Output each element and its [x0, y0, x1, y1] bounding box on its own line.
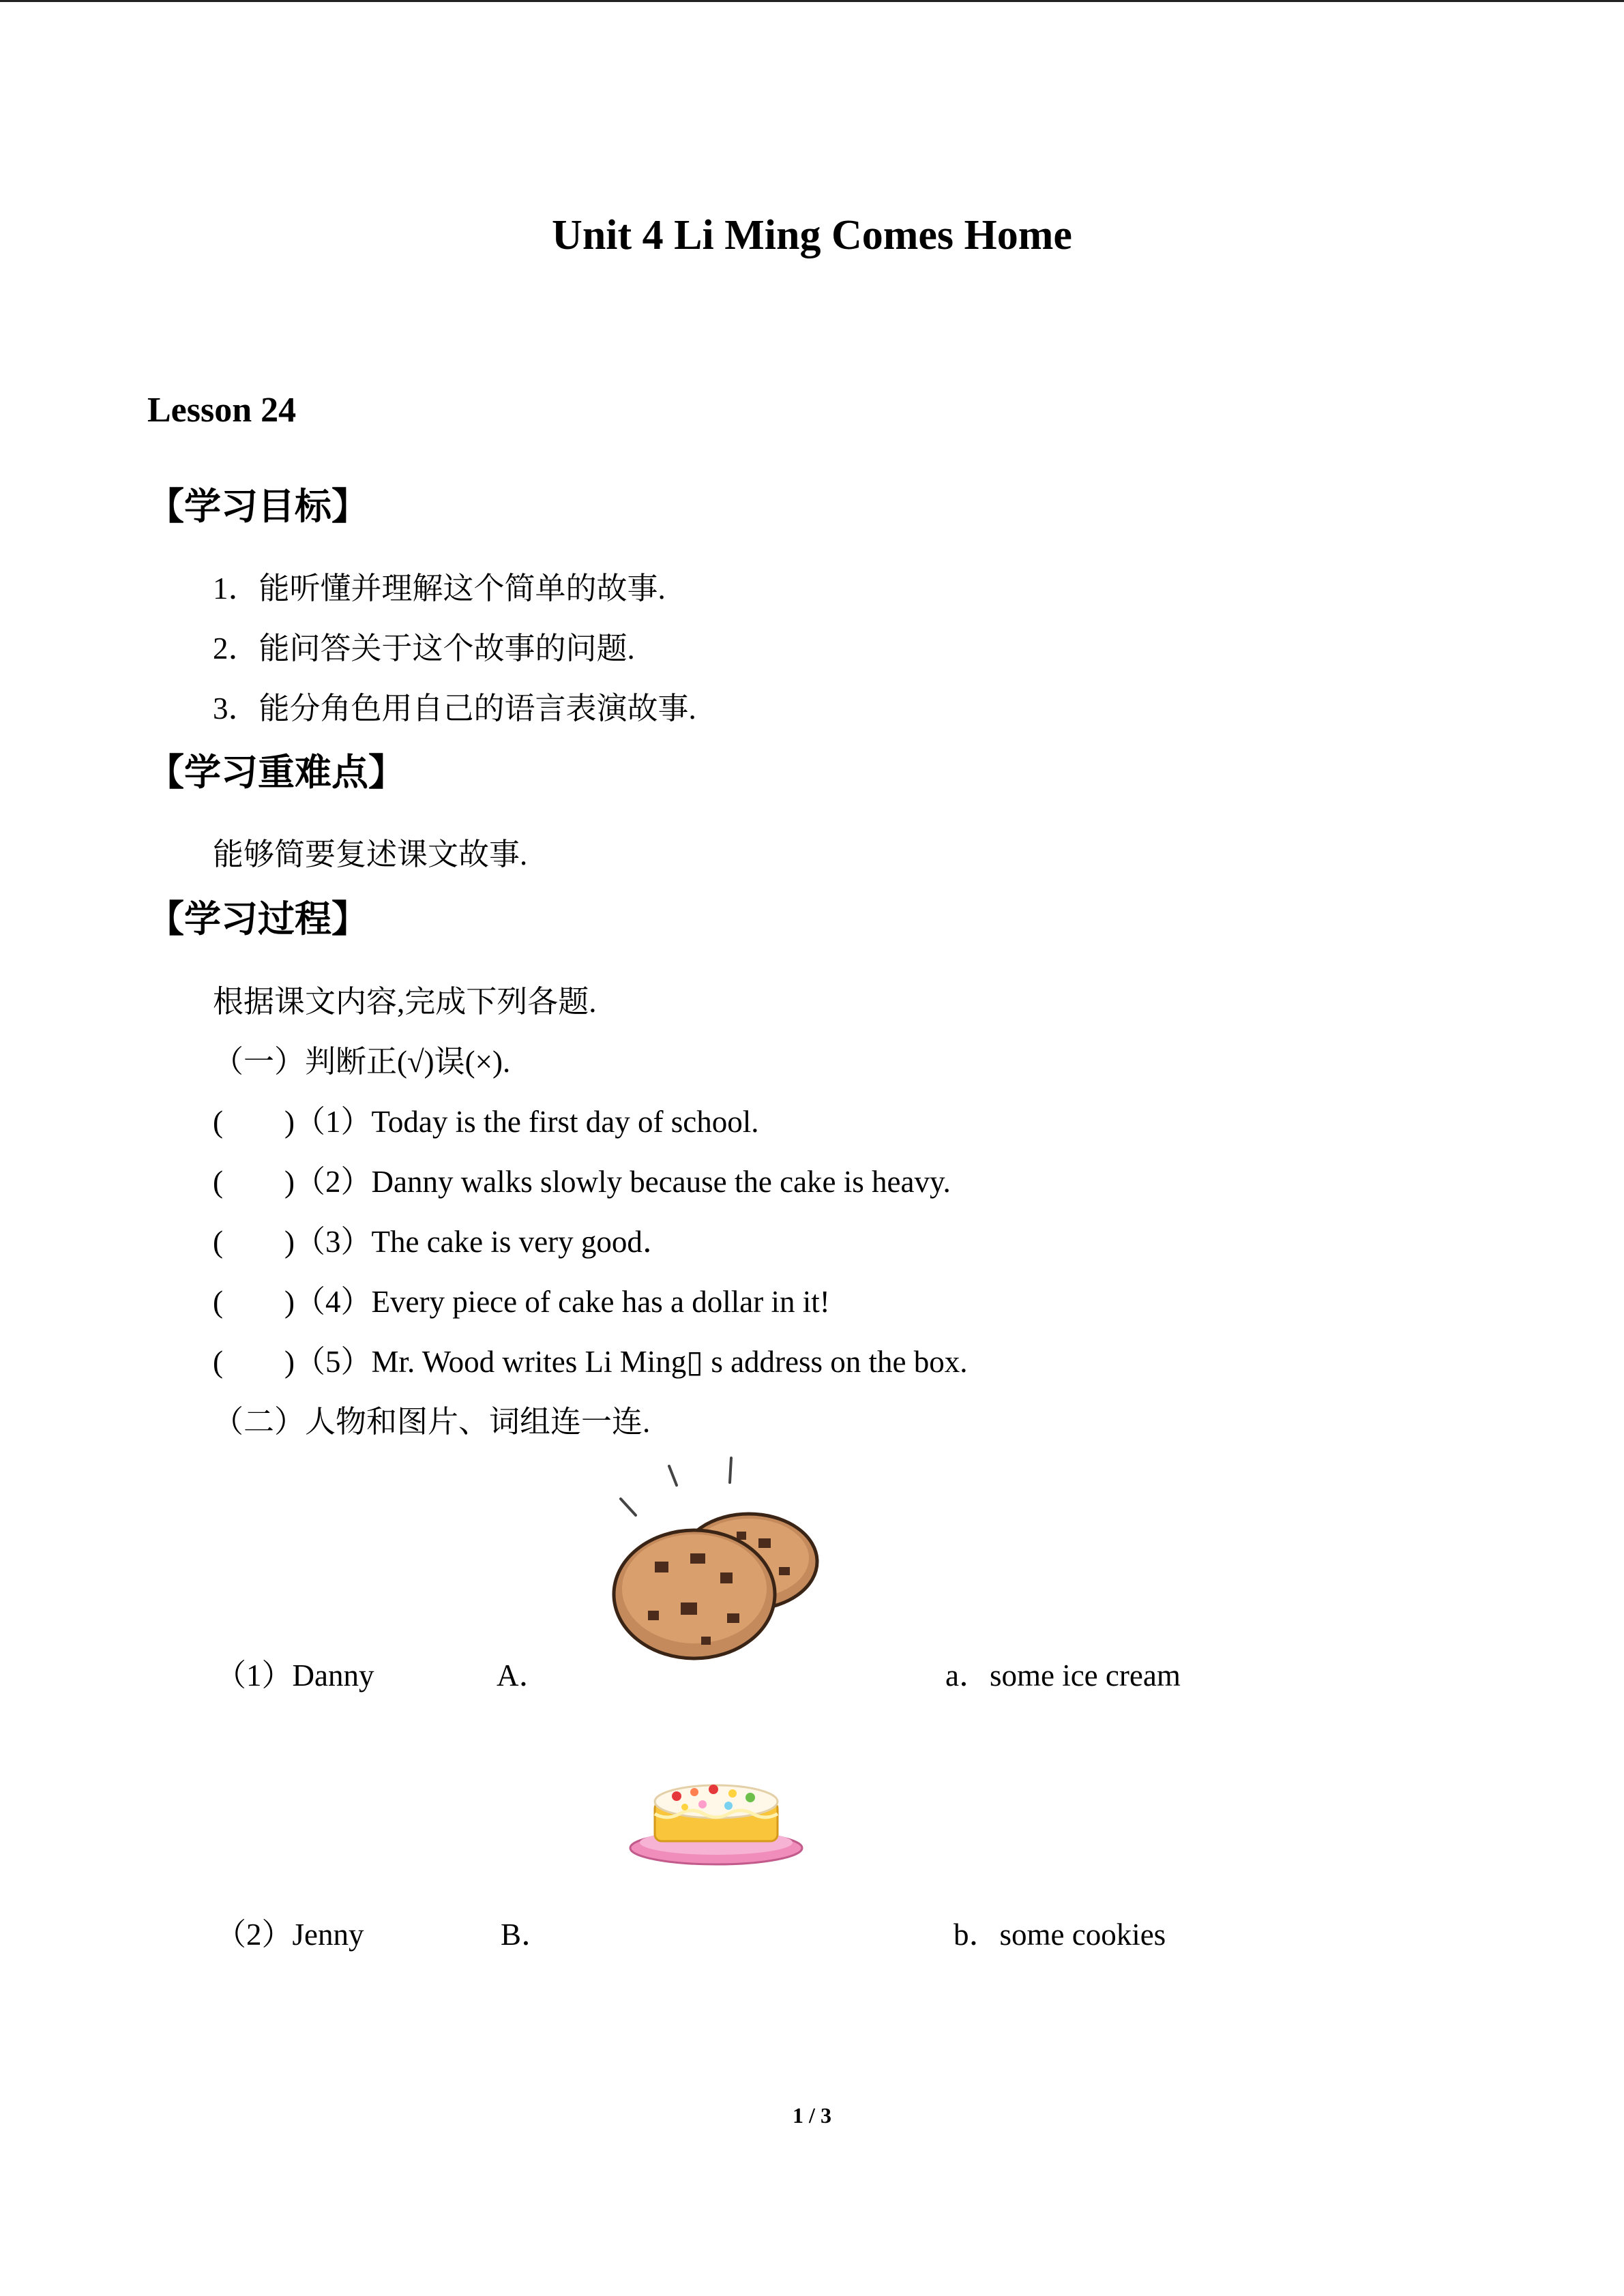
goals-heading: 【学习目标】 [147, 485, 368, 528]
answer-blank[interactable]: ( ) [213, 1225, 295, 1259]
statement-text: （4）Every piece of cake has a dollar in it! [295, 1285, 830, 1319]
statement-text: （3）The cake is very good． [295, 1225, 673, 1259]
top-border-line [0, 0, 1624, 2]
cookies-picture [600, 1452, 825, 1671]
goal-item: 2．能问答关于这个故事的问题. [213, 631, 635, 666]
true-false-item [213, 1097, 759, 1141]
answer-blank[interactable]: ( ) [213, 1165, 295, 1199]
statement-text: （5）Mr. Wood writes Li Ming▯ s address on the box. [295, 1345, 968, 1379]
match-letter: B． [501, 1918, 552, 1952]
answer-blank[interactable]: ( ) [213, 1345, 295, 1379]
key-points-text: 能够简要复述课文故事. [213, 837, 528, 871]
match-person: （1）Danny [216, 1658, 374, 1693]
true-false-item [213, 1337, 968, 1381]
cake-picture [626, 1772, 806, 1868]
process-intro: 根据课文内容,完成下列各题. [213, 985, 597, 1019]
goal-item: 3．能分角色用自己的语言表演故事. [213, 691, 696, 726]
goal-item: 1．能听懂并理解这个简单的故事. [213, 571, 666, 606]
answer-blank[interactable]: ( ) [213, 1105, 295, 1139]
match-phrase: b．some cookies [954, 1918, 1166, 1952]
page-number: 1 / 3 [793, 2103, 831, 2128]
true-false-item [213, 1217, 673, 1261]
true-false-item [213, 1277, 830, 1321]
match-phrase: a．some ice cream [945, 1658, 1181, 1693]
process-heading: 【学习过程】 [147, 897, 368, 940]
match-letter: A． [497, 1658, 550, 1693]
statement-text: （2）Danny walks slowly because the cake is heavy. [295, 1165, 951, 1199]
true-false-item [213, 1157, 951, 1201]
document-title: Unit 4 Li Ming Comes Home [552, 212, 1072, 258]
match-person: （2）Jenny [216, 1918, 364, 1952]
part2-title: （二）人物和图片、词组连一连. [213, 1405, 651, 1439]
lesson-heading: Lesson 24 [147, 391, 297, 430]
key-points-heading: 【学习重难点】 [147, 751, 405, 794]
answer-blank[interactable]: ( ) [213, 1285, 295, 1319]
statement-text: （1）Today is the first day of school. [295, 1105, 759, 1139]
part1-title: （一）判断正(√)误(×). [213, 1045, 511, 1079]
